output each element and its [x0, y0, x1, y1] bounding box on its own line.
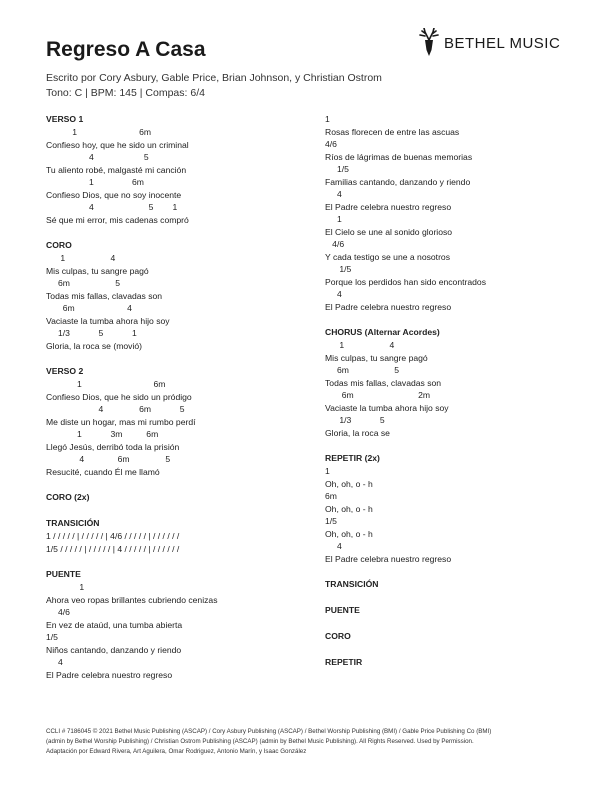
- chord-line: 6m 2m: [325, 390, 431, 400]
- chord-line: 4: [46, 657, 63, 667]
- song-title: Regreso A Casa: [46, 38, 206, 61]
- lyric-line: Gloria, la roca se: [325, 427, 390, 438]
- chord-line: 6m 4: [46, 303, 132, 313]
- chord-line: 6m 5: [325, 365, 400, 375]
- chord-line: 4 5: [46, 152, 149, 162]
- section-heading: TRANSICIÓN: [325, 579, 379, 589]
- lyric-line: Oh, oh, o - h: [325, 528, 373, 539]
- chord-line: 4: [325, 289, 342, 299]
- song-info: [46, 71, 382, 101]
- chord-line: 4: [325, 541, 342, 551]
- chord-line: 6m: [325, 491, 337, 501]
- lyric-line: Tu aliento robé, malgasté mi canción: [46, 164, 187, 175]
- song-section: [325, 452, 565, 565]
- section-heading: PUENTE: [325, 605, 360, 615]
- chord-line: 1: [325, 114, 330, 124]
- lyric-line: El Padre celebra nuestro regreso: [325, 201, 452, 212]
- footer-line: (admin by Bethel Worship Publishing) / Christian Ostrom Publishing (ASCAP) (admin by Bethel Music Publishing). All Rights Reserved. Used by Permission.: [46, 738, 474, 745]
- chord-line: 1 4: [325, 340, 395, 350]
- right-column: [325, 113, 565, 682]
- chord-line: 1/5: [325, 264, 352, 274]
- chord-line: 1/5: [325, 516, 337, 526]
- song-section: [325, 113, 565, 313]
- lyric-line: El Cielo se une al sonido glorioso: [325, 226, 453, 237]
- chord-line: 1 6m: [46, 177, 144, 187]
- section-heading: REPETIR: [325, 657, 363, 667]
- chord-line: 4/6: [325, 239, 345, 249]
- section-heading: CHORUS (Alternar Acordes): [325, 327, 440, 337]
- chord-line: 1/3 5 1: [46, 328, 137, 338]
- lyric-line: Vaciaste la tumba ahora hijo soy: [46, 315, 170, 326]
- lyric-line: Mis culpas, tu sangre pagó: [325, 352, 428, 363]
- chord-line: 1: [46, 582, 85, 592]
- section-heading: CORO: [325, 631, 351, 641]
- stag-head-icon: [419, 28, 439, 58]
- chord-line: 1 3m 6m: [46, 429, 159, 439]
- lyric-line: Oh, oh, o - h: [325, 503, 373, 514]
- chord-line: 1/5: [46, 632, 58, 642]
- left-column: [46, 113, 306, 694]
- chord-line: 1 4: [46, 253, 116, 263]
- lyric-line: Confieso Dios, que no soy inocente: [46, 189, 182, 200]
- song-section: [325, 656, 565, 669]
- lyric-line: El Padre celebra nuestro regreso: [325, 553, 452, 564]
- lyric-line: Oh, oh, o - h: [325, 478, 373, 489]
- song-section: [46, 113, 306, 226]
- song-section: [325, 326, 565, 439]
- section-heading: PUENTE: [46, 569, 81, 579]
- song-section: [46, 517, 306, 555]
- section-heading: VERSO 1: [46, 114, 84, 124]
- copyright-footer: [46, 727, 566, 757]
- footer-line: CCLI # 7186045 © 2021 Bethel Music Publishing (ASCAP) / Cory Asbury Publishing (ASCAP) / Bethel Worship Publishing (BMI) / Gable Price Publishing Co (BMI): [46, 728, 492, 735]
- song-section: [46, 239, 306, 352]
- lyric-line: Niños cantando, danzando y riendo: [46, 644, 182, 655]
- lyric-line: Me diste un hogar, mas mi rumbo perdí: [46, 416, 196, 427]
- lyric-line: El Padre celebra nuestro regreso: [325, 301, 452, 312]
- writers-credit: Escrito por Cory Asbury, Gable Price, Brian Johnson, y Christian Ostrom: [46, 72, 382, 84]
- chord-line: 1 6m: [46, 379, 166, 389]
- section-heading: CORO (2x): [46, 492, 90, 502]
- lyric-line: Ahora veo ropas brillantes cubriendo cenizas: [46, 594, 218, 605]
- lyric-line: Familias cantando, danzando y riendo: [325, 176, 471, 187]
- section-heading: VERSO 2: [46, 366, 84, 376]
- chord-line: 1 / / / / / | / / / / / | 4/6 / / / / / | / / / / / /: [46, 531, 180, 541]
- chord-line: 6m 5: [46, 278, 121, 288]
- section-heading: REPETIR (2x): [325, 453, 380, 463]
- lyric-line: Gloria, la roca se (movió): [46, 340, 142, 351]
- bethel-music-logo: [419, 28, 560, 58]
- lyric-line: Confieso hoy, que he sido un criminal: [46, 139, 189, 150]
- song-section: [325, 604, 565, 617]
- song-section: [46, 568, 306, 681]
- lyric-line: Resucité, cuando Él me llamó: [46, 466, 160, 477]
- lyric-line: Rosas florecen de entre las ascuas: [325, 126, 460, 137]
- section-heading: TRANSICIÓN: [46, 518, 100, 528]
- chord-line: 1/5 / / / / / | / / / / / | 4 / / / / / | / / / / / /: [46, 543, 180, 554]
- lyric-line: Llegó Jesús, derribó toda la prisión: [46, 441, 180, 452]
- chord-line: 4 6m 5: [46, 404, 185, 414]
- section-heading: CORO: [46, 240, 72, 250]
- lyric-line: Todas mis fallas, clavadas son: [46, 290, 163, 301]
- chord-line: 4 6m 5: [46, 454, 171, 464]
- song-section: [46, 491, 306, 504]
- song-section: [46, 365, 306, 478]
- lyric-line: Vaciaste la tumba ahora hijo soy: [325, 402, 449, 413]
- lyric-line: En vez de ataúd, una tumba abierta: [46, 619, 183, 630]
- chord-line: 4/6: [46, 607, 70, 617]
- footer-line: Adaptación por Edward Rivera, Art Aguilera, Omar Rodriguez, Antonio Marín, y Isaac González: [46, 748, 307, 755]
- song-section: [325, 578, 565, 591]
- song-meta: Tono: C | BPM: 145 | Compas: 6/4: [46, 87, 205, 99]
- lyric-line: Confieso Dios, que he sido un pródigo: [46, 391, 192, 402]
- lyric-line: El Padre celebra nuestro regreso: [46, 669, 173, 680]
- lyric-line: Todas mis fallas, clavadas son: [325, 377, 442, 388]
- chord-line: 1/5: [325, 164, 349, 174]
- chord-line: 1: [325, 214, 342, 224]
- lyric-line: Porque los perdidos han sido encontrados: [325, 276, 487, 287]
- chord-line: 4/6: [325, 139, 337, 149]
- chord-line: 4: [325, 189, 342, 199]
- logo-wordmark: BETHEL MUSIC: [444, 34, 561, 52]
- lyric-line: Y cada testigo se une a nosotros: [325, 251, 451, 262]
- chord-line: 4 5 1: [46, 202, 178, 212]
- song-section: [325, 630, 565, 643]
- lyric-line: Mis culpas, tu sangre pagó: [46, 265, 149, 276]
- chord-line: 1 6m: [46, 127, 152, 137]
- chord-line: 1: [325, 466, 330, 476]
- lyric-line: Sé que mi error, mis cadenas compró: [46, 214, 189, 225]
- chord-line: 1/3 5: [325, 415, 385, 425]
- lyric-line: Ríos de lágrimas de buenas memorias: [325, 151, 473, 162]
